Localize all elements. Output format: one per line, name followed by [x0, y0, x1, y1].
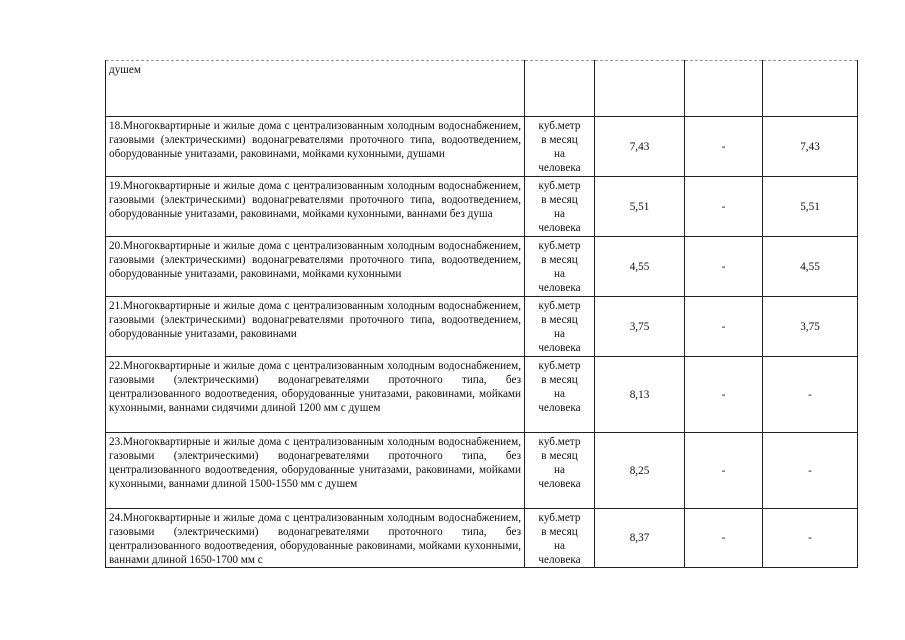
row-description: 24.Многоквартирные и жилые дома с централизованным холодным водоснабжением, газовыми (электрическими) водонагревателями проточного типа, без централизованного водоотведения, оборудованные раковинами, мойками кухонными, ваннами длиной 1650-1700 мм с — [106, 509, 525, 568]
unit-line: в месяц — [541, 374, 578, 386]
row-description: 18.Многоквартирные и жилые дома с централизованным холодным водоснабжением, газовыми (электрическими) водонагревателями проточного типа, водоотведением, оборудованные унитазами, раковинами, мойками кухонными, душами — [106, 117, 525, 177]
unit-line: на — [554, 464, 565, 476]
row-value-2: - — [685, 297, 763, 357]
unit-line: человека — [538, 402, 581, 414]
row-value-2: - — [685, 509, 763, 568]
unit-line: человека — [538, 222, 581, 234]
table-row — [106, 61, 858, 117]
unit-line: куб.метр — [538, 180, 581, 192]
row-value-3: 4,55 — [763, 237, 858, 297]
unit-line: на — [554, 208, 565, 220]
row-value-2: - — [685, 357, 763, 433]
unit-line: человека — [538, 282, 581, 294]
norms-table — [105, 60, 858, 568]
row-description: 19.Многоквартирные и жилые дома с централизованным холодным водоснабжением, газовыми (электрическими) водонагревателями проточного типа, водоотведением, оборудованные унитазами, раковинами, мойками кухонными, ваннами без душа — [106, 177, 525, 237]
row-unit — [525, 237, 595, 297]
table-row — [106, 297, 858, 357]
row-unit — [525, 117, 595, 177]
table-row — [106, 237, 858, 297]
row-description: 21.Многоквартирные и жилые дома с централизованным холодным водоснабжением, газовыми (электрическими) водонагревателями проточного типа, водоотведением, оборудованные унитазами, раковинами — [106, 297, 525, 357]
row-unit — [525, 61, 595, 117]
unit-line: человека — [538, 342, 581, 354]
row-value-1: 5,51 — [595, 177, 685, 237]
row-unit — [525, 177, 595, 237]
norms-table-body — [106, 61, 858, 568]
row-unit — [525, 357, 595, 433]
row-value-1: 8,13 — [595, 357, 685, 433]
row-description: 22.Многоквартирные и жилые дома с централизованным холодным водоснабжением, газовыми (электрическими) водонагревателями проточного типа, без централизованного водоотведения, оборудованные унитазами, раковинами, мойками кухонными, ваннами сидячими длиной 1200 мм с душем — [106, 357, 525, 433]
unit-line: на — [554, 388, 565, 400]
row-value-1: 4,55 — [595, 237, 685, 297]
unit-line: на — [554, 268, 565, 280]
unit-line: куб.метр — [538, 120, 581, 132]
unit-line: в месяц — [541, 134, 578, 146]
row-value-3: 7,43 — [763, 117, 858, 177]
row-value-3 — [763, 61, 858, 117]
row-value-1 — [595, 61, 685, 117]
unit-line: куб.метр — [538, 240, 581, 252]
row-value-2: - — [685, 237, 763, 297]
row-unit — [525, 509, 595, 568]
unit-line: в месяц — [541, 526, 578, 538]
row-value-2: - — [685, 117, 763, 177]
row-unit — [525, 297, 595, 357]
unit-line: человека — [538, 554, 581, 566]
unit-line: на — [554, 540, 565, 552]
table-row — [106, 117, 858, 177]
unit-line: на — [554, 328, 565, 340]
unit-line: куб.метр — [538, 300, 581, 312]
row-value-2: - — [685, 433, 763, 509]
table-row — [106, 177, 858, 237]
unit-line: куб.метр — [538, 512, 581, 524]
unit-line: на — [554, 148, 565, 160]
row-value-3: - — [763, 433, 858, 509]
unit-line: куб.метр — [538, 360, 581, 372]
row-description: 23.Многоквартирные и жилые дома с централизованным холодным водоснабжением, газовыми (электрическими) водонагревателями проточного типа, без централизованного водоотведения, оборудованные унитазами, раковинами, мойками кухонными, ваннами длиной 1500-1550 мм с душем — [106, 433, 525, 509]
unit-line: в месяц — [541, 254, 578, 266]
unit-line: человека — [538, 162, 581, 174]
row-unit — [525, 433, 595, 509]
row-value-1: 7,43 — [595, 117, 685, 177]
unit-line: в месяц — [541, 194, 578, 206]
table-row — [106, 433, 858, 509]
row-value-2: - — [685, 177, 763, 237]
row-description: душем — [106, 61, 525, 117]
row-value-3: 5,51 — [763, 177, 858, 237]
unit-line: в месяц — [541, 450, 578, 462]
table-row — [106, 509, 858, 568]
row-value-1: 8,25 — [595, 433, 685, 509]
row-value-3: - — [763, 509, 858, 568]
row-description: 20.Многоквартирные и жилые дома с централизованным холодным водоснабжением, газовыми (электрическими) водонагревателями проточного типа, водоотведением, оборудованные унитазами, раковинами, мойками кухонными — [106, 237, 525, 297]
row-value-3: 3,75 — [763, 297, 858, 357]
row-value-1: 8,37 — [595, 509, 685, 568]
table-row — [106, 357, 858, 433]
row-value-2 — [685, 61, 763, 117]
row-value-3: - — [763, 357, 858, 433]
row-value-1: 3,75 — [595, 297, 685, 357]
unit-line: куб.метр — [538, 436, 581, 448]
unit-line: человека — [538, 478, 581, 490]
unit-line: в месяц — [541, 314, 578, 326]
